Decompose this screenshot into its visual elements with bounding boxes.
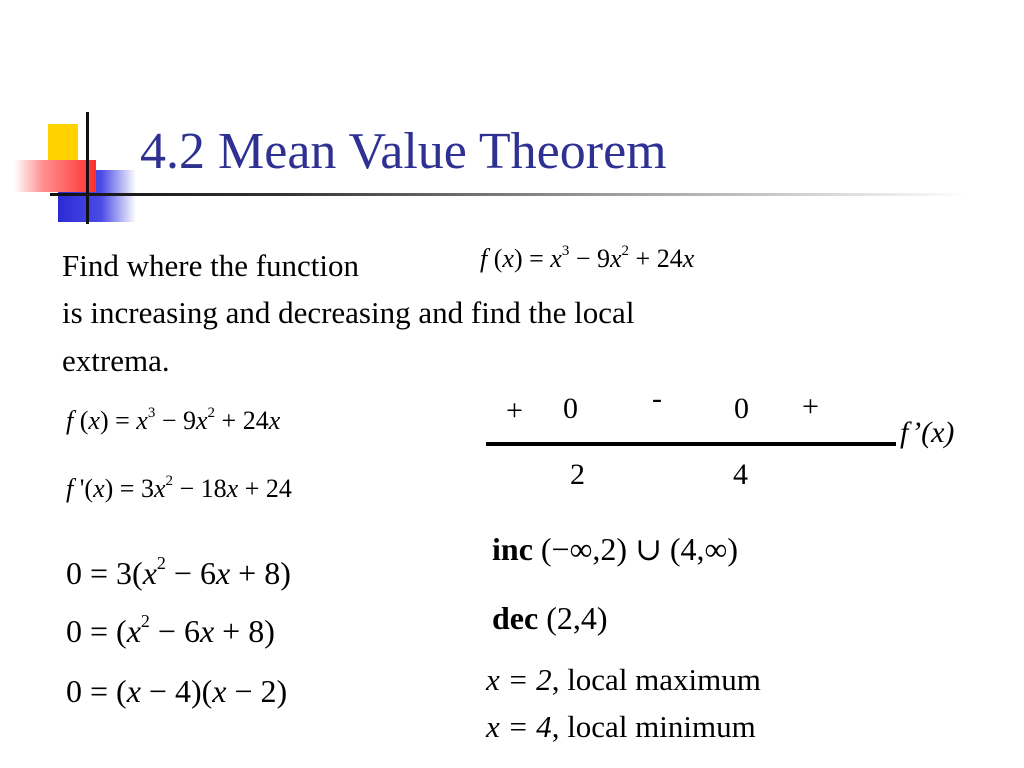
factor-step-1: $0 = 3(x^2 - 6x + 8)$ — [66, 553, 291, 591]
sign-positive-left: + — [506, 394, 523, 427]
increasing-line — [492, 530, 738, 568]
red-bar-decoration — [14, 160, 96, 192]
problem-line-1: Find where the function — [62, 248, 360, 283]
zero-marker-2: 0 — [734, 392, 749, 425]
sign-positive-right: + — [802, 390, 819, 423]
number-line — [486, 442, 896, 446]
factor-step-2: $0 = (x^2 - 6x + 8)$ — [66, 611, 275, 649]
decreasing-intervals: (2,4) — [546, 600, 608, 636]
local-maximum-line — [486, 664, 761, 695]
horizontal-rule-decoration — [50, 193, 970, 196]
increasing-intervals: (−∞,2) ∪ (4,∞) — [540, 531, 738, 567]
min-x-value: x = 4 — [486, 709, 552, 744]
problem-line-2: is increasing and decreasing and find the local — [62, 295, 635, 330]
critical-point-1: 2 — [570, 458, 585, 491]
decreasing-label: dec — [492, 600, 539, 636]
problem-line-3: extrema. — [62, 343, 170, 378]
critical-point-2: 4 — [733, 458, 748, 491]
zero-marker-1: 0 — [563, 392, 578, 425]
problem-function: f $(x) = x^3 - 9x^2 + 24x$ — [480, 243, 695, 273]
local-minimum-text: , local minimum — [551, 709, 756, 744]
local-minimum-line — [486, 711, 756, 742]
slide-title: 4.2 Mean Value Theorem — [140, 123, 667, 180]
local-maximum-text: , local maximum — [551, 662, 761, 697]
increasing-label: inc — [492, 531, 533, 567]
sign-negative-middle: - — [652, 382, 662, 415]
max-x-value: x = 2 — [486, 662, 552, 697]
derivative-equation: f '$(x) = 3x^2 - 18x + 24$ — [66, 473, 292, 503]
vertical-rule-decoration — [86, 112, 89, 224]
derivative-label: f’(x) — [900, 416, 955, 449]
decreasing-line — [492, 600, 608, 637]
function-equation: f $(x) = x^3 - 9x^2 + 24x$ — [66, 405, 281, 435]
factor-step-3: 0 = (x − 4)(x − 2) — [66, 673, 288, 709]
